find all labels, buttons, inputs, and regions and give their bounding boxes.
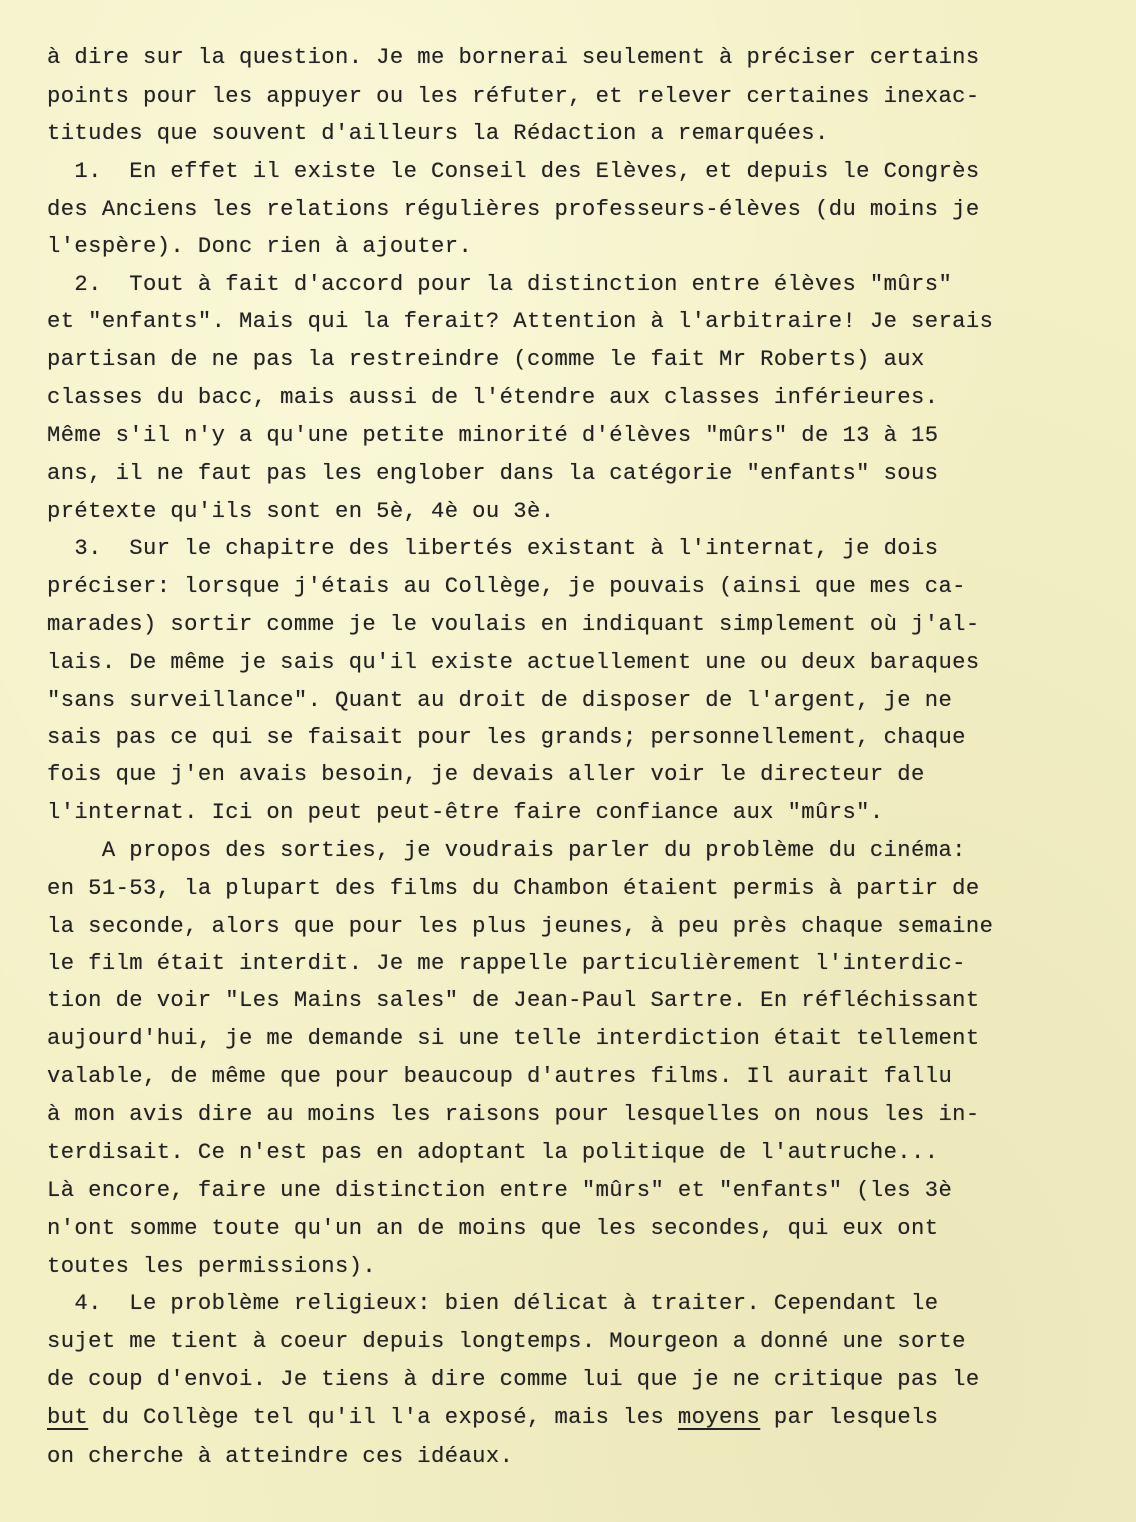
text-line: tion de voir "Les Mains sales" de Jean-Paul Sartre. En réfléchissant bbox=[47, 988, 980, 1013]
text-line: lais. De même je sais qu'il existe actuellement une ou deux baraques bbox=[47, 650, 980, 675]
text-line: ans, il ne faut pas les englober dans la catégorie "enfants" sous bbox=[47, 461, 939, 486]
text-line: Même s'il n'y a qu'une petite minorité d'élèves "mûrs" de 13 à 15 bbox=[47, 423, 939, 448]
text-line: valable, de même que pour beaucoup d'autres films. Il aurait fallu bbox=[47, 1064, 953, 1089]
text-line: à dire sur la question. Je me bornerai seulement à préciser certains bbox=[47, 45, 980, 70]
text-line: toutes les permissions). bbox=[47, 1254, 377, 1279]
text-line: on cherche à atteindre ces idéaux. bbox=[47, 1444, 514, 1469]
text-line: partisan de ne pas la restreindre (comme le fait Mr Roberts) aux bbox=[47, 347, 925, 372]
underlined-word-moyens: moyens bbox=[677, 1405, 761, 1430]
text-line: de coup d'envoi. Je tiens à dire comme lui que je ne critique pas le bbox=[47, 1367, 980, 1392]
text-line: classes du bacc, mais aussi de l'étendre aux classes inférieures. bbox=[47, 385, 939, 410]
text-line: points pour les appuyer ou les réfuter, et relever certaines inexac- bbox=[47, 84, 980, 109]
text-line: n'ont somme toute qu'un an de moins que les secondes, qui eux ont bbox=[47, 1216, 939, 1241]
text-line: fois que j'en avais besoin, je devais aller voir le directeur de bbox=[47, 762, 925, 787]
text-line: la seconde, alors que pour les plus jeunes, à peu près chaque semaine bbox=[47, 914, 994, 939]
text-line: et "enfants". Mais qui la ferait? Attention à l'arbitraire! Je serais bbox=[47, 309, 994, 334]
text-line: à mon avis dire au moins les raisons pour lesquelles on nous les in- bbox=[47, 1102, 980, 1127]
text-line: sujet me tient à coeur depuis longtemps. Mourgeon a donné une sorte bbox=[47, 1329, 966, 1354]
text-line: l'espère). Donc rien à ajouter. bbox=[47, 234, 473, 259]
text-line: aujourd'hui, je me demande si une telle interdiction était tellement bbox=[47, 1026, 980, 1051]
text-line: 3. Sur le chapitre des libertés existant à l'internat, je dois bbox=[47, 536, 939, 561]
text-line: en 51-53, la plupart des films du Chambon étaient permis à partir de bbox=[47, 876, 980, 901]
text-line: terdisait. Ce n'est pas en adoptant la politique de l'autruche... bbox=[47, 1140, 939, 1165]
text-line: marades) sortir comme je le voulais en indiquant simplement où j'al- bbox=[47, 612, 980, 637]
text-line: des Anciens les relations régulières professeurs-élèves (du moins je bbox=[47, 197, 980, 222]
text-line-with-underlines bbox=[47, 1405, 938, 1431]
text-line: Là encore, faire une distinction entre "mûrs" et "enfants" (les 3è bbox=[47, 1178, 953, 1203]
text-line: 2. Tout à fait d'accord pour la distinction entre élèves "mûrs" bbox=[47, 272, 953, 297]
text-line: "sans surveillance". Quant au droit de disposer de l'argent, je ne bbox=[47, 688, 953, 713]
underlined-word-but: but bbox=[47, 1405, 89, 1430]
text-segment: du Collège tel qu'il l'a exposé, mais les bbox=[88, 1405, 678, 1430]
text-line: A propos des sorties, je voudrais parler du problème du cinéma: bbox=[47, 838, 966, 863]
text-line: prétexte qu'ils sont en 5è, 4è ou 3è. bbox=[47, 499, 555, 524]
text-segment: par lesquels bbox=[760, 1405, 939, 1430]
text-line: titudes que souvent d'ailleurs la Rédaction a remarquées. bbox=[47, 121, 829, 146]
text-line: 4. Le problème religieux: bien délicat à traiter. Cependant le bbox=[47, 1291, 939, 1316]
text-line: 1. En effet il existe le Conseil des Elèves, et depuis le Congrès bbox=[47, 159, 980, 184]
text-line: le film était interdit. Je me rappelle particulièrement l'interdic- bbox=[47, 951, 966, 976]
text-line: sais pas ce qui se faisait pour les grands; personnellement, chaque bbox=[47, 725, 966, 750]
text-line: préciser: lorsque j'étais au Collège, je pouvais (ainsi que mes ca- bbox=[47, 574, 966, 599]
text-line: l'internat. Ici on peut peut-être faire confiance aux "mûrs". bbox=[47, 800, 884, 825]
